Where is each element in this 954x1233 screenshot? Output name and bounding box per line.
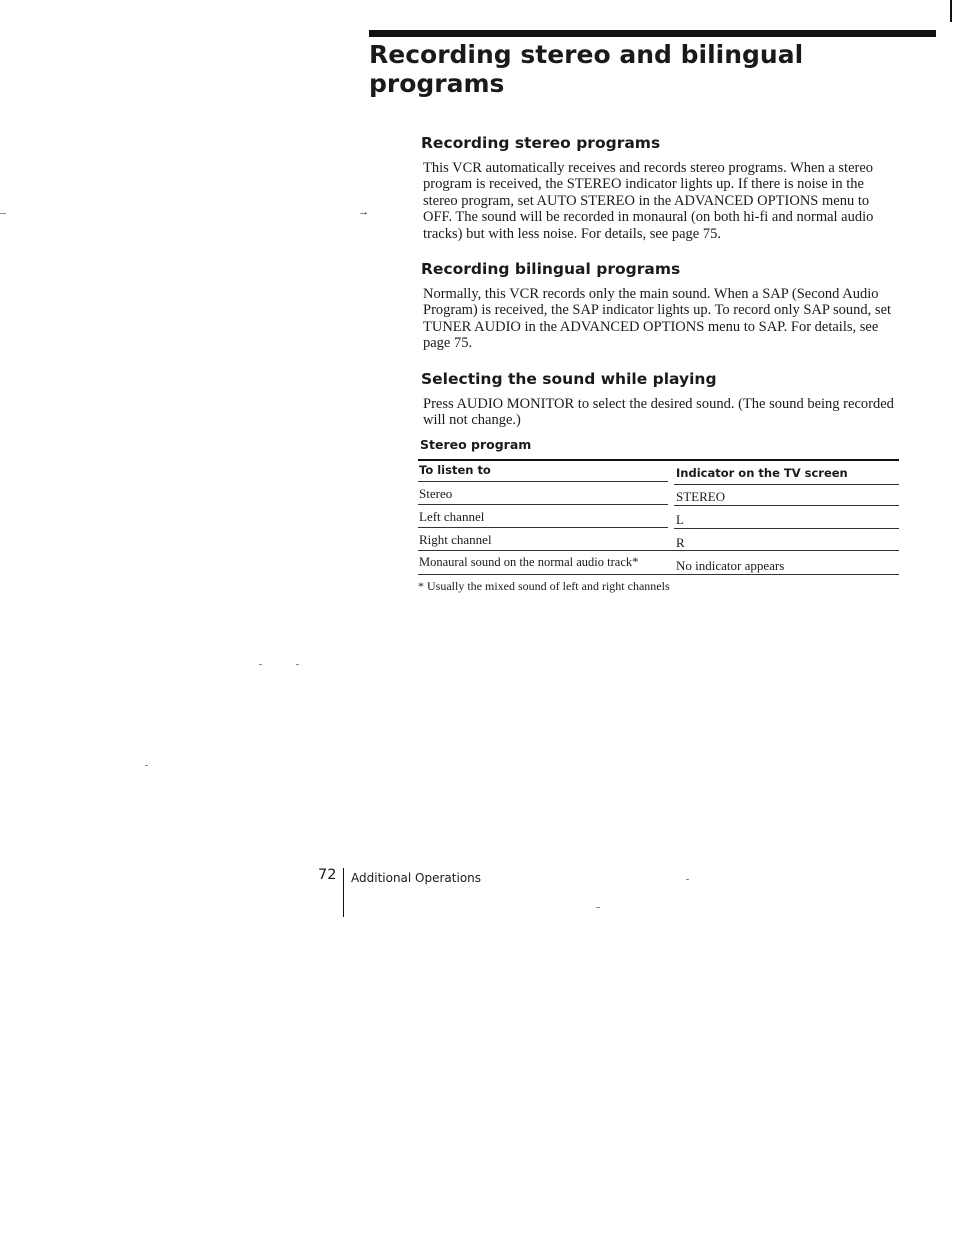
heading-recording-stereo: Recording stereo programs bbox=[421, 134, 661, 152]
column-header: Indicator on the TV screen bbox=[676, 466, 848, 480]
stereo-program-table bbox=[418, 459, 899, 574]
table-header-row bbox=[418, 461, 899, 482]
scan-speck bbox=[259, 664, 262, 665]
table-row bbox=[418, 482, 899, 505]
table-cell: Right channel bbox=[419, 532, 492, 547]
table-row bbox=[418, 505, 899, 528]
scan-speck bbox=[686, 879, 689, 880]
footer-section-label: Additional Operations bbox=[351, 871, 482, 885]
table-footnote: * Usually the mixed sound of left and right channels bbox=[418, 579, 670, 593]
paragraph-selecting-sound: Press AUDIO MONITOR to select the desired sound. (The sound being recorded will not change.) bbox=[423, 396, 894, 429]
column-header: To listen to bbox=[419, 463, 491, 477]
table-cell: Left channel bbox=[419, 509, 485, 524]
table-bottom-rule bbox=[418, 574, 899, 575]
table-cell: No indicator appears bbox=[676, 558, 785, 573]
page-number: 72 bbox=[318, 867, 337, 883]
table-cell: L bbox=[676, 512, 684, 527]
page-title: Recording stereo and bilingual programs bbox=[369, 40, 804, 98]
table-row bbox=[418, 551, 899, 574]
footer-divider bbox=[343, 868, 344, 917]
table-caption: Stereo program bbox=[420, 437, 532, 452]
scan-speck bbox=[145, 765, 148, 766]
heading-recording-bilingual: Recording bilingual programs bbox=[421, 260, 681, 278]
table-row bbox=[418, 528, 899, 551]
margin-arrow-icon: → bbox=[358, 206, 369, 218]
paragraph-recording-bilingual: Normally, this VCR records only the main sound. When a SAP (Second Audio Program) is received, the SAP indicator lights up. To record only SAP sound, set TUNER AUDIO in the ADVANCED OPTIONS menu to SAP. For details, see page 75. bbox=[423, 286, 892, 352]
paragraph-recording-stereo: This VCR automatically receives and records stereo programs. When a stereo program is received, the STEREO indicator lights up. If there is noise in the stereo program, set AUTO STEREO in the ADVANCED OPTIONS menu to OFF. The sound will be recorded in monaural (on both hi-fi and normal audio tracks) but with less noise. For details, see page 75. bbox=[423, 160, 874, 242]
table-cell: STEREO bbox=[676, 489, 726, 504]
scan-speck bbox=[596, 907, 600, 908]
table-cell: R bbox=[676, 535, 685, 550]
table-cell: Monaural sound on the normal audio track* bbox=[419, 555, 639, 569]
title-rule bbox=[369, 30, 936, 37]
heading-selecting-sound: Selecting the sound while playing bbox=[421, 370, 717, 388]
table-cell: Stereo bbox=[419, 486, 453, 501]
scan-speck bbox=[296, 664, 299, 665]
scan-speck bbox=[0, 213, 6, 214]
edge-mark bbox=[950, 0, 952, 22]
